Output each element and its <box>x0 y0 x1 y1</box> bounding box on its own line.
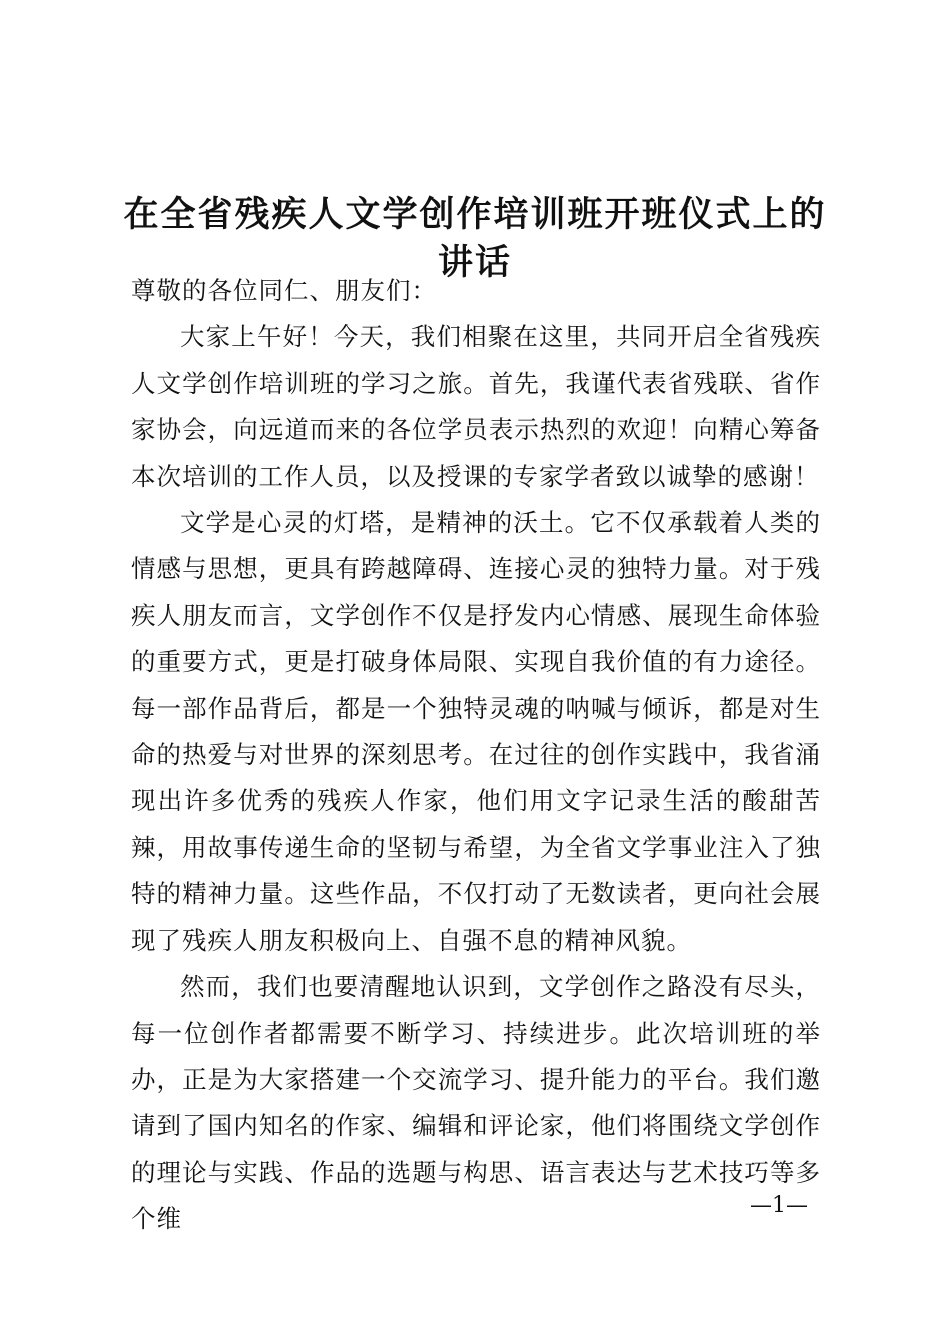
page-number: —1— <box>750 1193 808 1218</box>
paragraph-training: 然而，我们也要清醒地认识到，文学创作之路没有尽头，每一位创作者都需要不断学习、持续进步。此次培训班的举办，正是为大家搭建一个交流学习、提升能力的平台。我们邀请到了国内知名的作家、编辑和评论家，他们将围绕文学创作的理论与实践、作品的选题与构思、语言表达与艺术技巧等多个维 <box>131 972 821 1234</box>
document-title: 在全省残疾人文学创作培训班开班仪式上的讲话 <box>123 194 827 284</box>
document-body <box>131 268 821 1243</box>
paragraph-welcome: 大家上午好！今天，我们相聚在这里，共同开启全省残疾人文学创作培训班的学习之旅。首先，我谨代表省残联、省作家协会，向远道而来的各位学员表示热烈的欢迎！向精心筹备本次培训的工作人员，以及授课的专家学者致以诚挚的感谢！ <box>131 322 821 491</box>
paragraph-literature: 文学是心灵的灯塔，是精神的沃土。它不仅承载着人类的情感与思想，更具有跨越障碍、连接心灵的独特力量。对于残疾人朋友而言，文学创作不仅是抒发内心情感、展现生命体验的重要方式，更是打破身体局限、实现自我价值的有力途径。每一部作品背后，都是一个独特灵魂的呐喊与倾诉，都是对生命的热爱与对世界的深刻思考。在过往的创作实践中，我省涌现出许多优秀的残疾人作家，他们用文字记录生活的酸甜苦辣，用故事传递生命的坚韧与希望，为全省文学事业注入了独特的精神力量。这些作品，不仅打动了无数读者，更向社会展现了残疾人朋友积极向上、自强不息的精神风貌。 <box>131 508 821 955</box>
salutation: 尊敬的各位同仁、朋友们： <box>131 276 437 305</box>
